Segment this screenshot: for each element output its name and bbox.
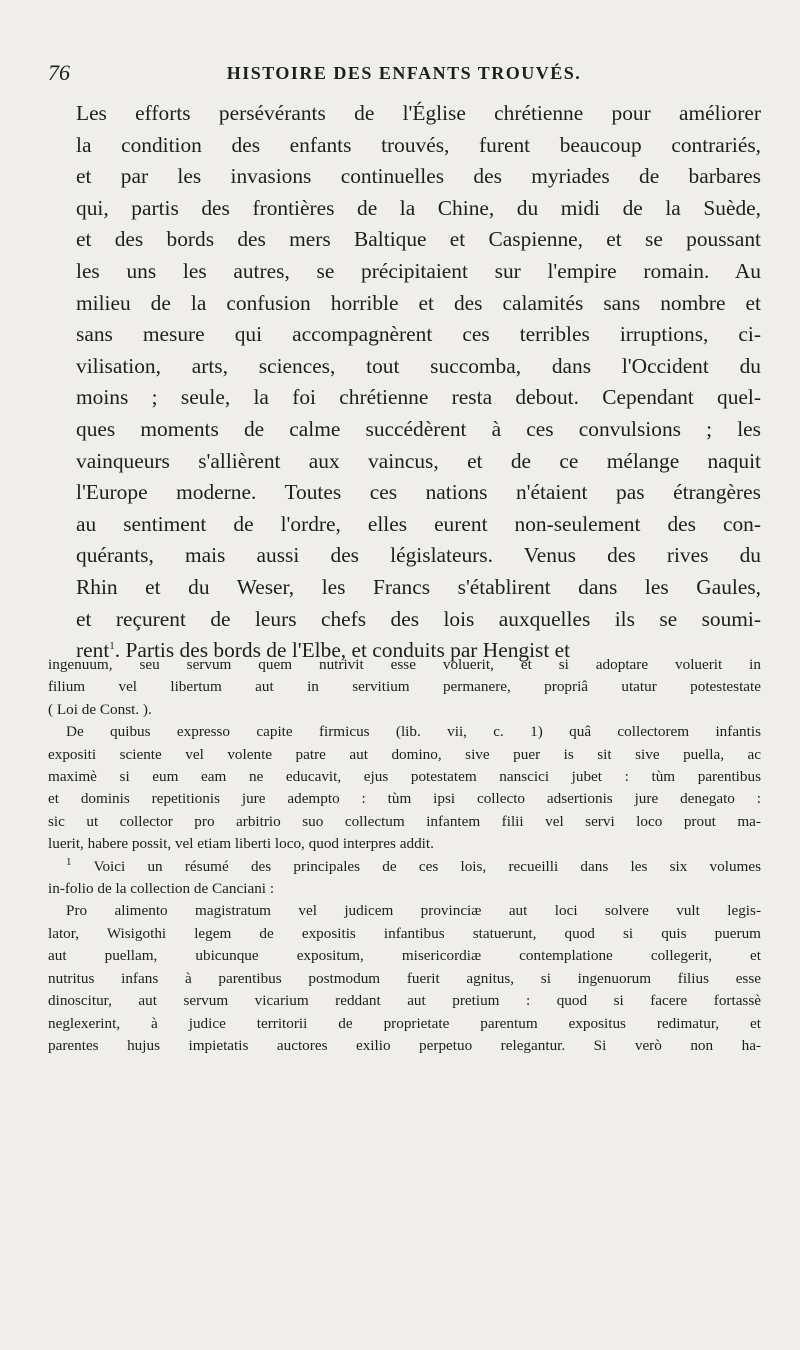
main-text [48,98,761,667]
body-line: milieu de la confusion horrible et des calamités sans nombre et [76,290,761,315]
body-line: moins ; seule, la foi chrétienne resta debout. Cependant quel- [76,385,761,410]
footnote-text: Voici un résumé des principales de ces lois, recueilli dans les six volumes [71,857,761,875]
footnote-line: sic ut collector pro arbitrio suo collectum infantem filii vel servi loco prout ma- [48,812,761,830]
footnote-line: in-folio de la collection de Canciani : [48,880,275,898]
footnote-line: ingenuum, seu servum quem nutrivit esse voluerit, et si adoptare voluerit in [48,656,761,673]
body-line: vilisation, arts, sciences, tout succomba, dans l'Occident du [76,353,761,378]
footnote-line: luerit, habere possit, vel etiam liberti loco, quod interpres addit. [48,835,434,853]
page-number: 76 [48,60,70,85]
body-line: et reçurent de leurs chefs des lois auxquelles ils se soumi- [76,606,761,631]
footnote-line [48,856,761,878]
body-paragraph [48,98,761,667]
footnote-line: maximè si eum eam ne educavit, ejus potestatem nanscici jubet : tùm parentibus [48,768,761,786]
body-line: la condition des enfants trouvés, furent beaucoup contrariés, [76,132,761,157]
footnote-line: dinoscitur, aut servum vicarium reddant aut pretium : quod si facere fortassè [48,992,761,1010]
footnotes [48,654,761,1057]
body-line: Rhin et du Weser, les Francs s'établirent dans les Gaules, [76,574,761,599]
body-line: et par les invasions continuelles des myriades de barbares [76,164,761,189]
body-line: qui, partis des frontières de la Chine, du midi de la Suède, [76,195,761,220]
footnote-line: aut puellam, ubicunque expositum, misericordiæ contemplatione collegerit, et [48,947,761,965]
footnote-line: nutritus infans à parentibus postmodum fuerit agnitus, si ingenuorum filius esse [48,969,761,987]
body-line: Les efforts persévérants de l'Église chrétienne pour améliorer [76,101,761,125]
body-line: ques moments de calme succédèrent à ces convulsions ; les [76,416,761,441]
body-line: les uns les autres, se précipitaient sur l'empire romain. Au [76,258,761,283]
footnote-number: 1 [66,855,72,868]
footnote-line: De quibus expresso capite firmicus (lib. vii, c. 1) quâ collectorem infantis [66,723,761,741]
footnote-line: expositi sciente vel volente patre aut domino, sive puer is sit sive puella, ac [48,745,761,763]
body-line: vainqueurs s'allièrent aux vaincus, et de ce mélange naquit [76,448,761,473]
body-line-start: rent [76,638,110,663]
page-header [48,60,760,88]
footnote-line: Pro alimento magistratum vel judicem provinciæ aut loci solvere vult legis- [66,902,761,920]
body-line: sans mesure qui accompagnèrent ces terribles irruptions, ci- [76,322,761,347]
footnote-ref: 1 [109,639,115,652]
body-line: au sentiment de l'ordre, elles eurent non-seulement des con- [76,511,761,536]
footnote-line: lator, Wisigothi legem de expositis infantibus statuerunt, quod si quis puerum [48,924,761,942]
footnote-line: parentes hujus impietatis auctores exilio perpetuo relegantur. Si verò non ha- [48,1036,761,1054]
body-line: l'Europe moderne. Toutes ces nations n'étaient pas étrangères [76,480,761,505]
footnote-line: filium vel libertum aut in servitium permanere, propriâ utatur potestestate [48,678,761,696]
footnote-line: neglexerint, à judice territorii de proprietate parentum expositus redimatur, et [48,1014,761,1032]
footnote-line: et dominis repetitionis jure adempto : tùm ipsi collecto adsertionis jure denegato : [48,790,761,808]
body-line: et des bords des mers Baltique et Caspienne, et se poussant [76,227,761,252]
body-line: quérants, mais aussi des législateurs. Venus des rives du [76,543,761,568]
body-line-end: . Partis des bords de l'Elbe, et conduits par Hengist et [114,638,571,663]
footnote-line: ( Loi de Const. ). [48,700,152,718]
running-title: HISTOIRE DES ENFANTS TROUVÉS. [226,63,582,83]
